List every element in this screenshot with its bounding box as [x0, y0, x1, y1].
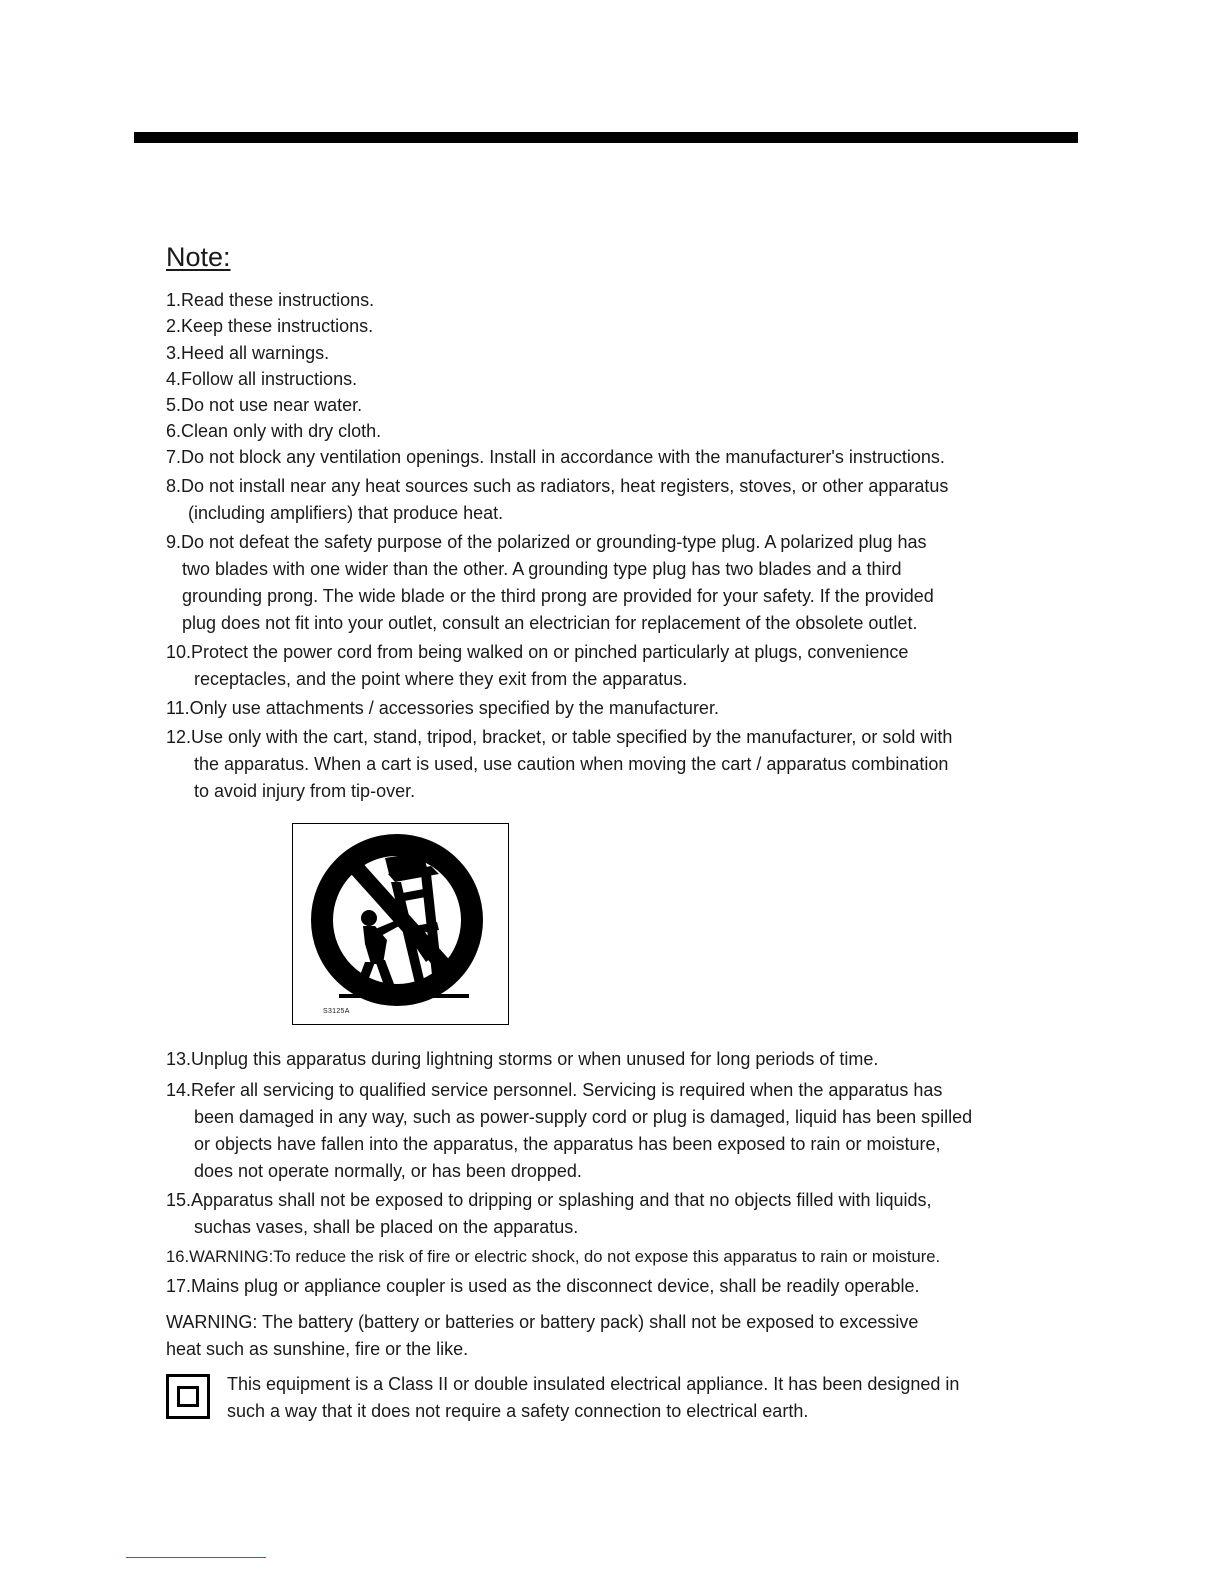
- instruction-line: 9.Do not defeat the safety purpose of the polarized or grounding-type plug. A polarized plug has: [166, 532, 927, 552]
- instruction-line: or objects have fallen into the apparatus, the apparatus has been exposed to rain or moisture,: [194, 1134, 941, 1154]
- instruction-line: 7.Do not block any ventilation openings. Install in accordance with the manufacturer's instructions.: [166, 447, 945, 467]
- instruction-line: 17.Mains plug or appliance coupler is used as the disconnect device, shall be readily operable.: [166, 1276, 920, 1296]
- instruction-line: 2.Keep these instructions.: [166, 316, 374, 336]
- instruction-line: the apparatus. When a cart is used, use caution when moving the cart / apparatus combination: [194, 754, 949, 774]
- top-rule: [134, 132, 1078, 143]
- instruction-line: 6.Clean only with dry cloth.: [166, 421, 382, 441]
- instruction-line: plug does not fit into your outlet, consult an electrician for replacement of the obsolete outlet.: [182, 613, 918, 633]
- double-insulation-icon: [166, 1374, 210, 1419]
- instruction-line: 11.Only use attachments / accessories specified by the manufacturer.: [166, 698, 719, 718]
- image-code: S3125A: [323, 1008, 350, 1015]
- instruction-line: 15.Apparatus shall not be exposed to dripping or splashing and that no objects filled with liquids,: [166, 1190, 932, 1210]
- instruction-line: grounding prong. The wide blade or the third prong are provided for your safety. If the provided: [182, 586, 934, 606]
- instruction-line: 3.Heed all warnings.: [166, 343, 330, 363]
- instruction-line: 4.Follow all instructions.: [166, 369, 358, 389]
- cart-warning-image: [292, 823, 509, 1025]
- cart-tip-over-warning-icon: [293, 824, 507, 1023]
- class2-text-line: This equipment is a Class II or double insulated electrical appliance. It has been designed in: [227, 1374, 960, 1394]
- instruction-line: 5.Do not use near water.: [166, 395, 363, 415]
- instruction-line: 14.Refer all servicing to qualified service personnel. Servicing is required when the apparatus has: [166, 1080, 943, 1100]
- instruction-line: 1.Read these instructions.: [166, 290, 375, 310]
- instruction-line: 10.Protect the power cord from being walked on or pinched particularly at plugs, convenience: [166, 642, 909, 662]
- battery-warning-line: WARNING: The battery (battery or batteries or battery pack) shall not be exposed to excessive: [166, 1312, 919, 1332]
- instruction-line: been damaged in any way, such as power-supply cord or plug is damaged, liquid has been spilled: [194, 1107, 973, 1127]
- class2-text-line: such a way that it does not require a safety connection to electrical earth.: [227, 1401, 809, 1421]
- instruction-line: 13.Unplug this apparatus during lightning storms or when unused for long periods of time.: [166, 1049, 879, 1069]
- double-insulation-inner-square: [177, 1386, 199, 1407]
- instruction-line: 12.Use only with the cart, stand, tripod, bracket, or table specified by the manufacturer, or sold with: [166, 727, 953, 747]
- instruction-line: 8.Do not install near any heat sources such as radiators, heat registers, stoves, or other apparatus: [166, 476, 949, 496]
- footer-rule: [126, 1557, 266, 1558]
- battery-warning-line: heat such as sunshine, fire or the like.: [166, 1339, 469, 1359]
- instruction-line: does not operate normally, or has been dropped.: [194, 1161, 582, 1181]
- instruction-line: two blades with one wider than the other. A grounding type plug has two blades and a third: [182, 559, 902, 579]
- note-heading: Note:: [166, 242, 231, 272]
- instruction-line: to avoid injury from tip-over.: [194, 781, 416, 801]
- instruction-line: (including amplifiers) that produce heat.: [188, 503, 504, 523]
- instruction-line: 16.WARNING:To reduce the risk of fire or electric shock, do not expose this apparatus to rain or moisture.: [166, 1247, 941, 1266]
- instruction-line: receptacles, and the point where they exit from the apparatus.: [194, 669, 688, 689]
- instruction-line: suchas vases, shall be placed on the apparatus.: [194, 1217, 579, 1237]
